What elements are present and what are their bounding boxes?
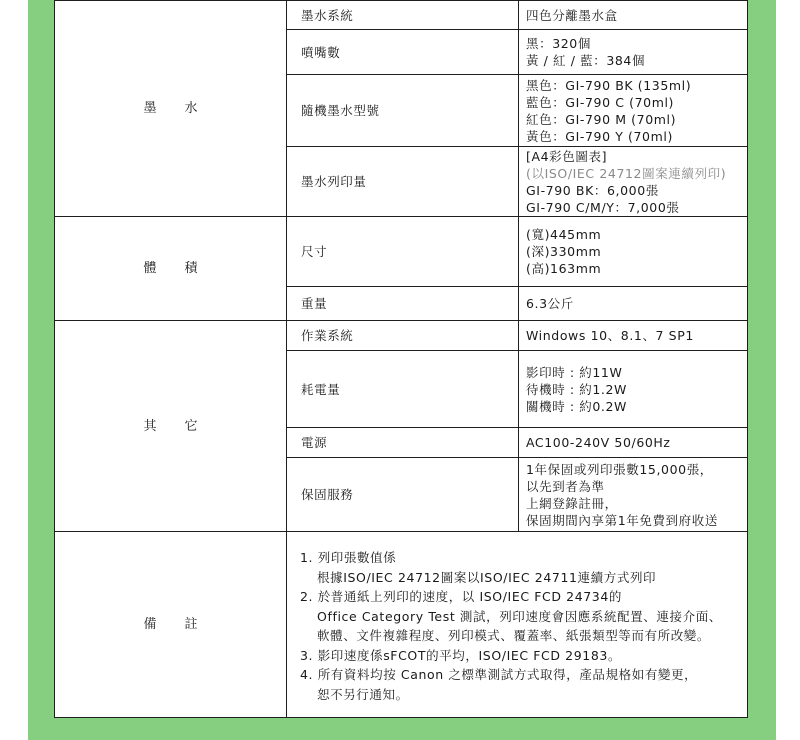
value-warranty: 1年保固或列印張數15,000張， 以先到者為準 上網登錄註冊， 保固期間內享第1年免費到府收送 bbox=[519, 458, 748, 532]
category-ink: 墨 水 bbox=[55, 1, 287, 217]
row-notes bbox=[55, 532, 748, 718]
note-4: 4. 所有資料均按 Canon 之標準測試方式取得，產品規格如有變更， bbox=[300, 667, 698, 682]
label-power-consumption: 耗電量 bbox=[287, 351, 519, 428]
label-power-supply: 電源 bbox=[287, 428, 519, 458]
category-other: 其 它 bbox=[55, 321, 287, 532]
label-os: 作業系統 bbox=[287, 321, 519, 351]
note-1-detail: 根據ISO/IEC 24712圖案以ISO/IEC 24711連續方式列印 bbox=[317, 569, 657, 585]
note-2-detail: Office Category Test 測試，列印速度會因應系統配置、連接介面、 bbox=[317, 608, 722, 624]
note-3: 3. 影印速度係sFCOT的平均，ISO/IEC FCD 29183。 bbox=[300, 647, 622, 663]
note-4-detail: 恕不另行通知。 bbox=[317, 686, 409, 702]
value-dimensions: (寬)445mm (深)330mm (高)163mm bbox=[519, 217, 748, 287]
value-power-consumption: 影印時 : 約11W 待機時 : 約1.2W 關機時 : 約0.2W bbox=[519, 351, 748, 428]
row-os bbox=[55, 321, 748, 351]
note-2-detail: 軟體、文件複雜程度、列印模式、覆蓋率、紙張類型等而有所改變。 bbox=[317, 628, 711, 643]
label-weight: 重量 bbox=[287, 287, 519, 321]
label-nozzles: 噴嘴數 bbox=[287, 30, 519, 75]
value-ink-system: 四色分離墨水盒 bbox=[519, 1, 748, 30]
label-ink-yield: 墨水列印量 bbox=[287, 147, 519, 217]
category-volume: 體 積 bbox=[55, 217, 287, 321]
category-notes: 備 註 bbox=[55, 532, 287, 718]
value-os: Windows 10、8.1、7 SP1 bbox=[519, 321, 748, 351]
value-bundled-ink: 黑色：GI-790 BK (135ml) 藍色：GI-790 C (70ml) 紅色：GI-790 M (70ml) 黃色：GI-790 Y (70ml) bbox=[519, 75, 748, 147]
note-1: 1. 列印張數值係 bbox=[300, 550, 397, 565]
note-2: 2. 於普通紙上列印的速度，以 ISO/IEC FCD 24734的 bbox=[300, 589, 623, 604]
notes-content bbox=[287, 532, 748, 718]
value-ink-yield: [A4彩色圖表] (以ISO/IEC 24712圖案連續列印) GI-790 BK：6,000張 GI-790 C/M/Y：7,000張 bbox=[519, 147, 748, 217]
label-ink-system: 墨水系統 bbox=[287, 1, 519, 30]
value-weight: 6.3公斤 bbox=[519, 287, 748, 321]
spec-table bbox=[54, 0, 748, 718]
value-nozzles: 黑：320個 黃 / 紅 / 藍：384個 bbox=[519, 30, 748, 75]
value-power-supply: AC100-240V 50/60Hz bbox=[519, 428, 748, 458]
row-ink-system bbox=[55, 1, 748, 30]
label-warranty: 保固服務 bbox=[287, 458, 519, 532]
row-dimensions bbox=[55, 217, 748, 287]
label-dimensions: 尺寸 bbox=[287, 217, 519, 287]
label-bundled-ink: 隨機墨水型號 bbox=[287, 75, 519, 147]
